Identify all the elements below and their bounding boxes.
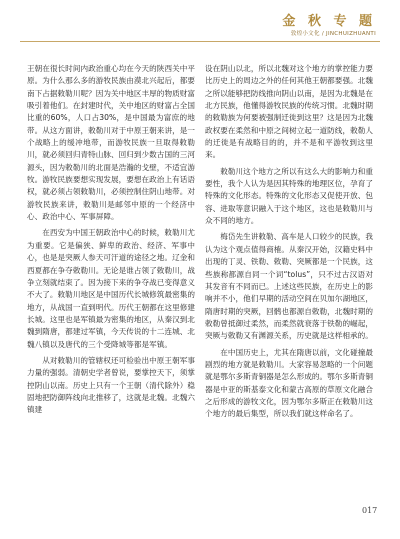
paragraph: 王朝在很长时间内政治重心均在今天的陕西关中平原。为什么那么多的游牧民族由漠北兴起后，都要南下占据敕勒川呢？因为关中地区丰厚的物质财富吸引着他们。在封建时代，关中地区的财富占全国比重的60%，人口占30%，是中国最为富庶的地带。从这方面讲，敕勒川对于中原王朝来讲，是一个战略上的缓冲地带，而游牧民族一旦取得敕勒川，就必须回归青特山脉、回归到少数古国的三河源头，因为敕勒川的北面是浩瀚的戈壁，不适宜游牧。游牧民族要想实现发展，要想在政治上有话语权，就必须占领敕勒川，必须控制住阴山地带。对游牧民族来讲，敕勒川是邮邻中原的一个经济中心、政治中心、军事屏障。 (27, 64, 195, 222)
header-subtitle: 敦煌小文化 / JINCHUIZHUANTI (290, 31, 376, 37)
paragraph: 梅岱先生讲敕勒、高车是人口较少的民族，我认为这个观点值得商榷。从秦汉开始，汉籍史料中出现的丁灵、铁勒、敕勒、突厥都是一个民族，这些族称都源自同一个词“tolus”，只不过古汉语对其发音有不同而已。上述这些民族，在历史上的影响并不小，他们早期的活动空间在贝加尔湖地区，隋唐时期的突厥，回鹘也都源自敕勒，北魏时期的敕勒曾抵御过柔然，而柔然就衰落于铁勒的崛起，突厥与敕勒又有渊源关系，历史就是这样相承的。 (205, 232, 373, 341)
paragraph: 在中国历史上，尤其在隋唐以前，文化碰撞最剧烈的地方就是敕勒川。大家容易忽略的一个问题就是鄂尔多斯青铜器是怎么形成的。鄂尔多斯青铜器是中亚的斯基泰文化和蒙古高原的草原文化融合之后形成的游牧文化，因为鄂尔多斯正在敕勒川这个地方的最后集型，所以我们就这样命名了。 (205, 347, 373, 419)
right-column (205, 63, 373, 421)
paragraph: 设在阴山以北，所以北魏对这个地方的掌控能力要比历史上的周边之外的任何其他王朝都要强。北魏之所以能够把防线推向阴山以南，是因为北魏是在北方民族，他懂得游牧民族的传统习惯。北魏时期的敕勒族为何要被强制迁徙到这里？这是因为北魏政权要在柔然和中原之间树立起一道防线，敕勒人的迁徙是有战略目的的，并不是和平游牧到这里来。 (205, 64, 373, 160)
header-divider (20, 41, 380, 42)
paragraph: 在西安为中国王朝政治中心的时候，敕勒川尤为重要。它是偏狭、鲜卑的政治、经济、军事中心，也是是突厥人参天可汗道的途径之地。辽金和西夏都在争夺敕勒川。无论是谁占领了敕勒川，战争立刻就结束了。因为接下来的争夺战已变得意义不大了。敕勒川地区是中国历代长城修筑最密集的地方，从战国一直到明代。历代王朝都在这里修建长城。这里也是军镇最为密集的地区，从秦汉到北魏到隋唐，都建过军镇，今天传说的十二连城、北魏八镇以及唐代的三个受降城等都是军镇。 (27, 228, 195, 349)
page-number: 017 (362, 506, 378, 515)
header-title: 金 秋 专 题 (282, 14, 376, 29)
paragraph: 从对敕勒川的管辖权还可检验出中原王朝军事力量的强弱。清朝史学者曾说，要掌控天下，须掌控阴山以南。历史上只有一个王朝（清代除外）稳固地把防御阵线向北推移了，这就是北魏。北魏六镇建 (27, 355, 195, 415)
page-header (0, 0, 400, 54)
left-column (27, 63, 195, 417)
paragraph: 敕勒川这个地方之所以有这么大的影响力和重要性，我个人认为是因其特殊的地理区位，孕育了特殊的文化形态。特殊的文化形态又促使开放、包容、进取等意识融入于这个地区，这也是敕勒川与众不同的地方。 (205, 166, 373, 226)
